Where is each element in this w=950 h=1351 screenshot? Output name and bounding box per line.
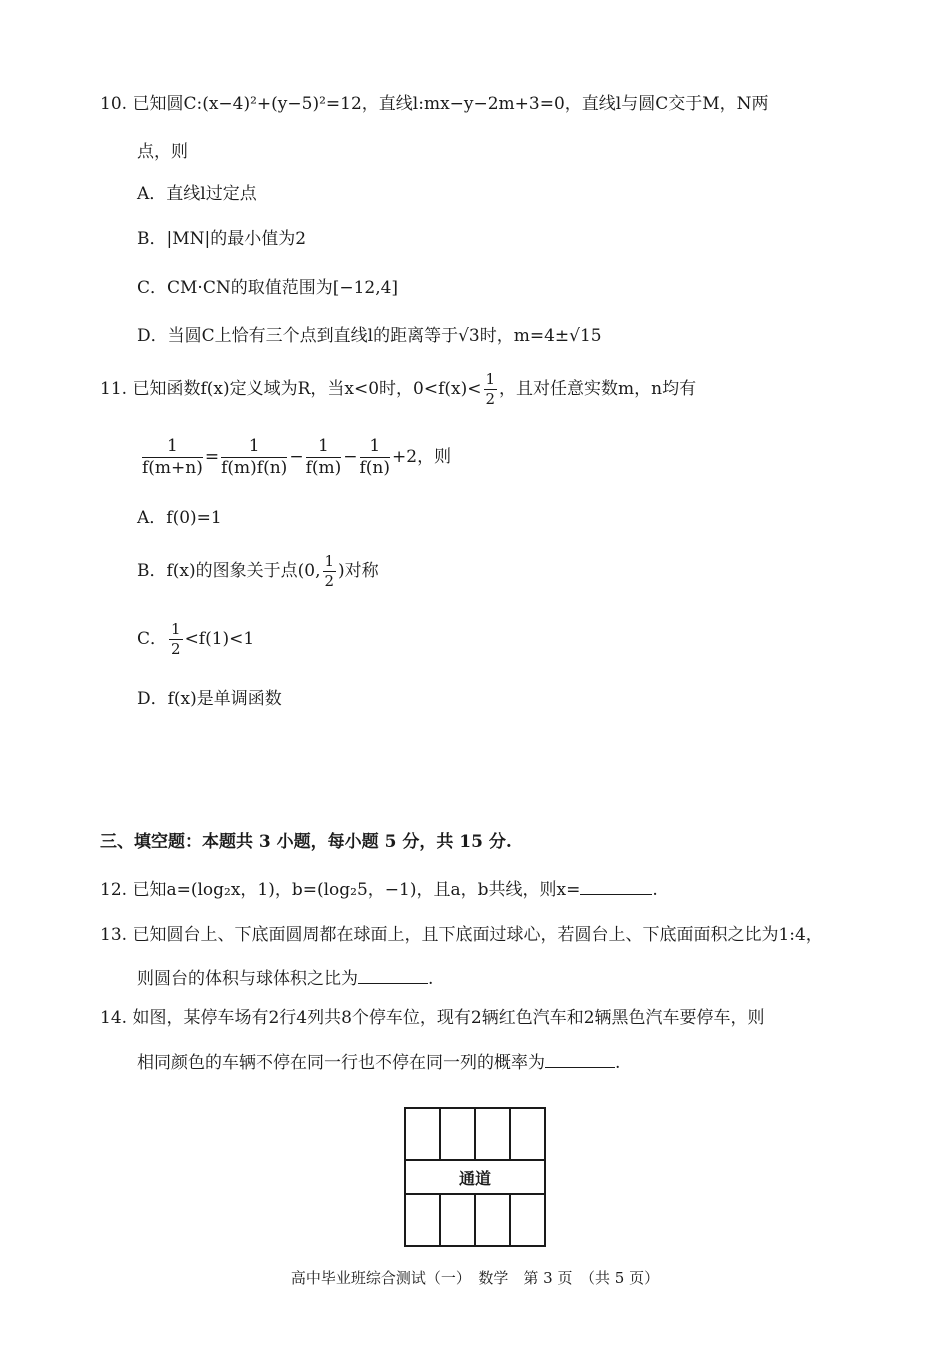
q13-answer-blank[interactable] — [358, 969, 428, 984]
q11-half-num: 1 — [485, 370, 496, 388]
q11-eq-minus2: − — [343, 447, 358, 467]
q11-number: 11. — [100, 379, 128, 399]
q11-eq-frac1-num: 1 — [142, 438, 203, 458]
q14-line1: 14. 如图，某停车场有2行4列共8个停车位，现有2辆红色汽车和2辆黑色汽车要停车，则 — [100, 1008, 765, 1028]
q11-option-b-frac-num: 1 — [324, 552, 335, 570]
q11-eq-frac4-den: f(n) — [359, 458, 391, 478]
q11-eq-equals: = — [204, 447, 220, 467]
q11-option-b — [137, 554, 379, 589]
q11-stem-part1: 已知函数f(x)定义域为R，当x<0时，0<f(x)< — [132, 379, 482, 399]
parking-space-row1-col2 — [441, 1109, 476, 1160]
q11-option-c-frac-num: 1 — [171, 620, 181, 638]
q11-option-c-frac-den: 2 — [171, 640, 181, 658]
q11-option-c-pre: C． — [137, 629, 168, 649]
q11-eq-frac1-den: f(m+n) — [142, 458, 203, 478]
parking-space-row2-col4 — [511, 1195, 544, 1245]
parking-space-row1-col4 — [511, 1109, 544, 1160]
q10-option-d: D．当圆C上恰有三个点到直线l的距离等于√3时，m=4±√15 — [137, 326, 602, 346]
parking-space-row2-col3 — [476, 1195, 511, 1245]
q12-answer-blank[interactable] — [580, 880, 652, 895]
q11-stem-line1 — [100, 372, 696, 407]
q11-eq-frac2-den: f(m)f(n) — [221, 458, 288, 478]
q12-text: 12. 已知a=(log₂x，1)，b=(log₂5，−1)，且a，b共线，则x= — [100, 880, 581, 900]
q11-option-b-post: )对称 — [338, 561, 379, 581]
q11-half-den: 2 — [485, 390, 496, 408]
parking-lot-figure — [404, 1107, 546, 1247]
parking-space-row2-col1 — [406, 1195, 441, 1245]
q11-equation — [140, 438, 451, 477]
q14-line2 — [137, 1053, 620, 1072]
q11-option-b-fraction — [323, 554, 337, 589]
q11-eq-frac4 — [360, 438, 391, 477]
q11-eq-tail: +2，则 — [392, 447, 452, 467]
q12-line — [100, 880, 658, 899]
q11-option-c — [137, 622, 254, 657]
parking-space-row2-col2 — [441, 1195, 476, 1245]
q11-eq-frac2-num: 1 — [221, 438, 287, 458]
q11-eq-frac2 — [221, 438, 287, 477]
q11-eq-frac3 — [306, 438, 342, 477]
q14-end: . — [615, 1053, 621, 1073]
q11-option-b-pre: B．f(x)的图象关于点(0, — [137, 561, 321, 581]
q11-eq-frac3-num: 1 — [306, 438, 342, 458]
q10-option-b: B．|MN|的最小值为2 — [137, 229, 307, 249]
q13-end: . — [428, 969, 434, 989]
q14-answer-blank[interactable] — [545, 1053, 615, 1068]
q10-number: 10. — [100, 94, 128, 114]
q11-eq-frac4-num: 1 — [360, 438, 391, 458]
q11-option-c-fraction — [169, 622, 183, 657]
section-3-heading: 三、填空题：本题共 3 小题，每小题 5 分，共 15 分. — [100, 832, 512, 852]
q11-eq-minus1: − — [289, 447, 304, 467]
q14-line2-text: 相同颜色的车辆不停在同一行也不停在同一列的概率为 — [137, 1053, 545, 1073]
q12-end: . — [652, 880, 658, 900]
q10-option-a: A．直线l过定点 — [137, 184, 257, 204]
q10-option-c: C．CM·CN的取值范围为[−12,4] — [137, 278, 399, 298]
q11-option-c-post: <f(1)<1 — [184, 629, 255, 649]
parking-space-row1-col3 — [476, 1109, 511, 1160]
q13-line1: 13. 已知圆台上、下底面圆周都在球面上，且下底面过球心，若圆台上、下底面面积之比为1:4， — [100, 925, 823, 945]
q11-stem-part2: ，且对任意实数m，n均有 — [499, 379, 697, 399]
q10-stem-line1 — [100, 96, 769, 113]
aisle-label: 通道 — [458, 1168, 491, 1188]
q13-line2 — [137, 969, 433, 988]
q10-stem-line2: 点，则 — [137, 142, 188, 162]
parking-space-row1-col1 — [406, 1109, 441, 1160]
q11-option-b-frac-den: 2 — [324, 572, 335, 590]
q11-eq-frac1 — [142, 438, 203, 477]
q11-half-fraction — [484, 372, 498, 407]
q11-option-d: D．f(x)是单调函数 — [137, 689, 282, 709]
q10-stem-text: 已知圆C:(x−4)²+(y−5)²=12，直线l:mx−y−2m+3=0，直线l与圆C交于M，N两 — [132, 94, 769, 114]
q11-eq-frac3-den: f(m) — [305, 458, 342, 478]
q11-option-a: A．f(0)=1 — [137, 508, 222, 528]
page-footer: 高中毕业班综合测试（一） 数学 第 3 页 （共 5 页） — [290, 1269, 660, 1287]
q13-line2-text: 则圆台的体积与球体积之比为 — [137, 969, 358, 989]
